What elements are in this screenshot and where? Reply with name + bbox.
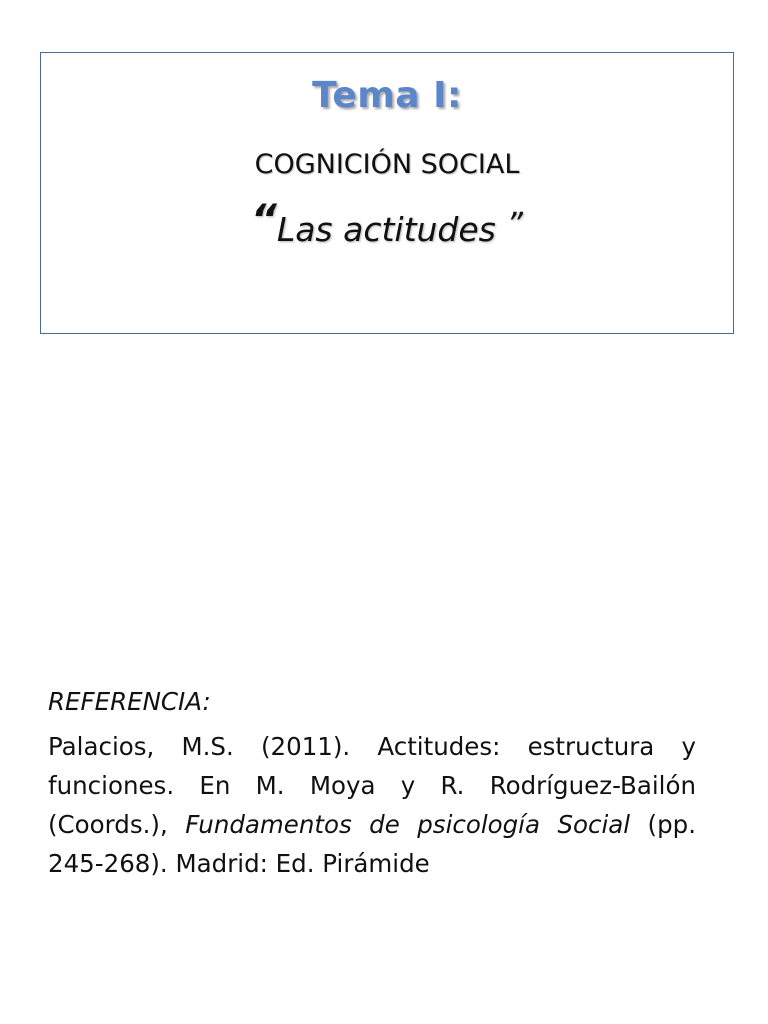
reference-heading: REFERENCIA: — [48, 687, 211, 716]
title-box — [40, 52, 734, 334]
citation-part2: (pp. 245-268). Madrid: Ed. Pirámide — [48, 810, 696, 878]
close-quote: ” — [506, 205, 523, 243]
open-quote: “ — [251, 197, 277, 243]
topic-text: Las actitudes — [276, 210, 496, 249]
citation-book-title: Fundamentos de psicología Social — [185, 810, 631, 839]
citation-part1: Palacios, M.S. (2011). Actitudes: estructura y funciones. En M. Moya y R. Rodríguez-Bailón (Coords.), — [48, 732, 696, 839]
topic-title — [41, 197, 733, 249]
reference-section — [48, 682, 696, 883]
subtitle: COGNICIÓN SOCIAL — [254, 149, 520, 180]
tema-title: Tema I: — [312, 75, 462, 116]
reference-citation — [48, 727, 696, 883]
